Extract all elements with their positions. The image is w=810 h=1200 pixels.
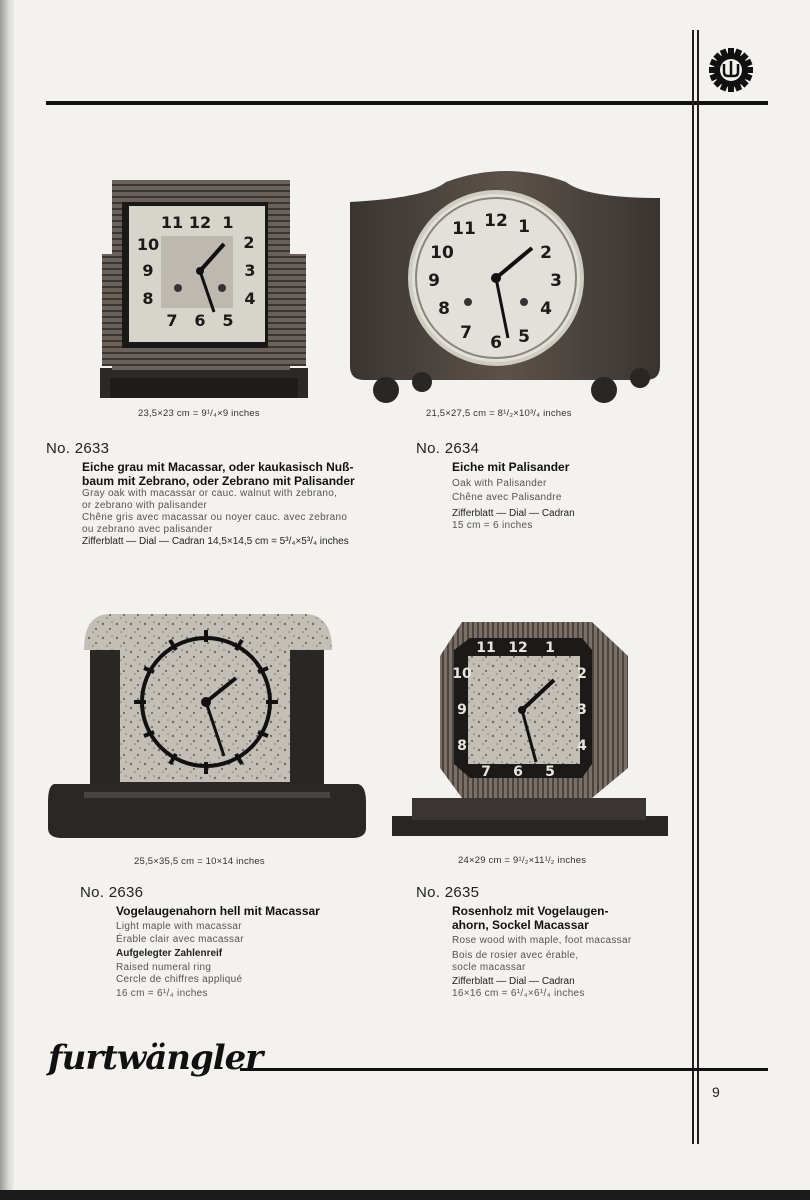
french-line: Bois de rosier avec érable,: [452, 950, 579, 961]
english-line: Rose wood with maple, foot macassar: [452, 935, 632, 946]
german-line: Eiche grau mit Macassar, oder kaukasisch Nuß-: [82, 460, 354, 474]
english-line: Light maple with macassar: [116, 921, 242, 932]
svg-text:12: 12: [508, 640, 528, 656]
clock-2636-photo: [44, 606, 370, 846]
svg-text:2: 2: [540, 243, 552, 263]
product-number-2635: No. 2635: [416, 884, 480, 901]
french-line: Chêne avec Palisandre: [452, 492, 562, 503]
clock-2634-photo: [346, 168, 664, 406]
svg-text:6: 6: [490, 333, 502, 353]
svg-text:1: 1: [545, 640, 555, 656]
svg-text:1: 1: [222, 213, 234, 232]
svg-text:3: 3: [550, 271, 562, 291]
svg-text:12: 12: [484, 211, 508, 231]
bottom-rule: [240, 1068, 768, 1071]
svg-text:6: 6: [194, 311, 206, 330]
svg-text:12: 12: [188, 213, 212, 232]
svg-text:10: 10: [136, 235, 160, 254]
svg-text:10: 10: [452, 666, 472, 682]
dial-size: 16×16 cm = 6¹/₄×6¹/₄ inches: [452, 988, 585, 999]
svg-text:7: 7: [460, 323, 472, 343]
svg-text:1: 1: [518, 217, 530, 237]
svg-text:7: 7: [481, 764, 491, 780]
book-spine-shadow: [0, 0, 14, 1200]
svg-text:2: 2: [577, 666, 587, 682]
top-rule: [46, 101, 768, 105]
french-line: socle macassar: [452, 962, 526, 973]
french-line: ou zebrano avec palisander: [82, 524, 213, 535]
svg-text:9: 9: [428, 271, 440, 291]
dims-2634: 21,5×27,5 cm = 8¹/₂×10³/₄ inches: [426, 408, 572, 419]
svg-text:5: 5: [518, 327, 530, 347]
german-line: ahorn, Sockel Macassar: [452, 918, 589, 932]
vertical-rule-2: [697, 30, 699, 1144]
gear-logo-icon: [707, 46, 755, 94]
svg-text:6: 6: [513, 764, 523, 780]
vertical-rule-1: [692, 30, 694, 1144]
svg-text:4: 4: [540, 299, 552, 319]
svg-text:3: 3: [244, 261, 256, 280]
svg-text:3: 3: [577, 702, 587, 718]
dims-2633: 23,5×23 cm = 9¹/₄×9 inches: [138, 408, 260, 419]
french-line: Érable clair avec macassar: [116, 934, 244, 945]
german-line: Eiche mit Palisander: [452, 460, 570, 474]
product-number-2633: No. 2633: [46, 440, 110, 457]
dial-info: Zifferblatt — Dial — Cadran 14,5×14,5 cm = 5³/₄×5³/₄ inches: [82, 536, 349, 547]
dims-2635: 24×29 cm = 9¹/₂×11¹/₂ inches: [458, 855, 587, 866]
german-line: baum mit Zebrano, oder Zebrano mit Palisander: [82, 474, 355, 488]
svg-text:4: 4: [577, 738, 587, 754]
svg-text:11: 11: [476, 640, 496, 656]
page-number: 9: [712, 1084, 720, 1100]
clock-2633-photo: [96, 178, 312, 404]
dial-label: Zifferblatt — Dial — Cadran: [452, 976, 575, 987]
description-2636: [116, 904, 376, 1000]
extra-fr: Cercle de chiffres appliqué: [116, 974, 243, 985]
clock-2635-photo: [392, 620, 672, 850]
svg-text:10: 10: [430, 243, 454, 263]
product-number-2636: No. 2636: [80, 884, 144, 901]
english-line: Gray oak with macassar or cauc. walnut with zebrano,: [82, 488, 338, 499]
svg-text:5: 5: [222, 311, 234, 330]
description-2635: [452, 904, 682, 1000]
english-line: or zebrano with palisander: [82, 500, 208, 511]
svg-text:4: 4: [244, 289, 256, 308]
extra-title: Aufgelegter Zahlenreif: [116, 948, 223, 959]
english-line: Oak with Palisander: [452, 478, 547, 489]
german-line: Vogelaugenahorn hell mit Macassar: [116, 904, 320, 918]
dial-size: 15 cm = 6 inches: [452, 520, 533, 531]
description-2634: [452, 460, 672, 532]
svg-text:11: 11: [452, 219, 476, 239]
svg-text:11: 11: [160, 213, 184, 232]
svg-text:9: 9: [457, 702, 467, 718]
description-2633: [82, 460, 382, 548]
french-line: Chêne gris avec macassar ou noyer cauc. avec zebrano: [82, 512, 348, 523]
svg-text:8: 8: [438, 299, 450, 319]
german-line: Rosenholz mit Vogelaugen-: [452, 904, 609, 918]
extra-en: Raised numeral ring: [116, 962, 212, 973]
svg-text:7: 7: [166, 311, 178, 330]
page-bottom-edge: [0, 1190, 810, 1200]
brand-logotype: furtwängler: [48, 1038, 263, 1078]
svg-text:8: 8: [457, 738, 467, 754]
dial-size: 16 cm = 6¹/₄ inches: [116, 988, 208, 999]
product-number-2634: No. 2634: [416, 440, 480, 457]
svg-text:8: 8: [142, 289, 154, 308]
dims-2636: 25,5×35,5 cm = 10×14 inches: [134, 856, 265, 867]
svg-text:2: 2: [243, 233, 255, 252]
dial-label: Zifferblatt — Dial — Cadran: [452, 508, 575, 519]
svg-text:9: 9: [142, 261, 154, 280]
svg-text:5: 5: [545, 764, 555, 780]
